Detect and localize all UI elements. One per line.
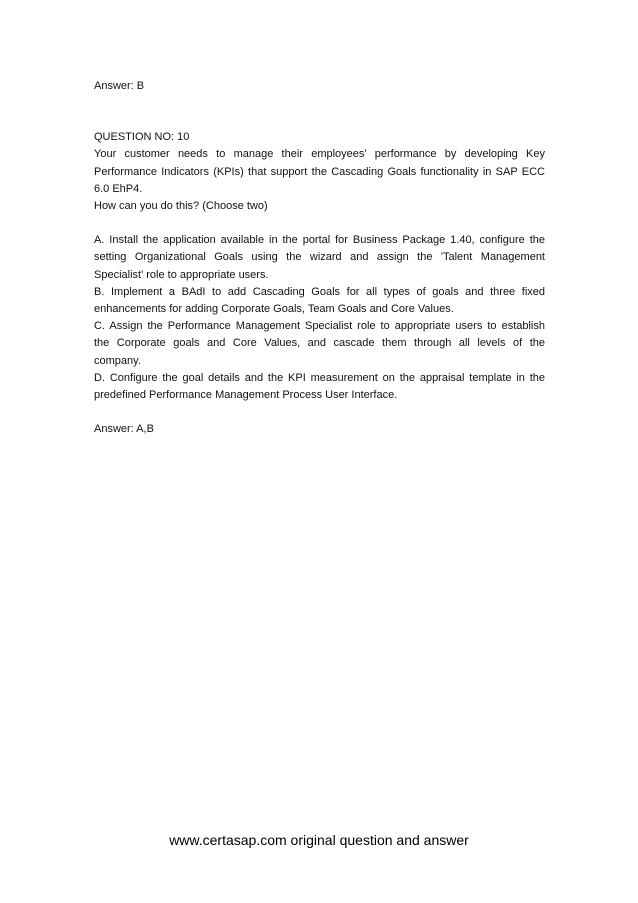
previous-answer: Answer: B — [94, 80, 145, 92]
question-prompt: How can you do this? (Choose two) — [94, 200, 268, 213]
spacer — [94, 404, 545, 421]
question-text-line: Your customer needs to manage their employees' performance by developing Key — [94, 148, 545, 161]
option-c — [94, 318, 545, 370]
option-text-line: company. — [94, 354, 141, 367]
option-text-line: A. Install the application available in the portal for Business Package 1.40, configure the — [94, 234, 545, 247]
question-text-line: 6.0 EhP4. — [94, 182, 143, 195]
option-text-line: enhancements for adding Corporate Goals, Team Goals and Core Values. — [94, 303, 454, 316]
question-content — [94, 78, 545, 438]
question-number: QUESTION NO: 10 — [94, 131, 190, 144]
spacer — [94, 215, 545, 232]
option-text-line: the Corporate goals and Core Values, and cascade them through all levels of the — [94, 337, 545, 350]
question-text-line: Performance Indicators (KPIs) that support the Cascading Goals functionality in SAP ECC — [94, 165, 545, 178]
footer-text: www.certasap.com original question and answer — [169, 832, 469, 848]
option-text-line: C. Assign the Performance Management Specialist role to appropriate users to establish — [94, 320, 545, 333]
option-text-line: B. Implement a BAdI to add Cascading Goals for all types of goals and three fixed — [94, 285, 545, 298]
answer: Answer: A,B — [94, 423, 154, 436]
spacer — [94, 95, 545, 129]
option-text-line: Specialist' role to appropriate users. — [94, 268, 269, 281]
option-text-line: D. Configure the goal details and the KPI measurement on the appraisal template in the — [94, 371, 545, 384]
option-d — [94, 370, 545, 404]
option-text-line: predefined Performance Management Process User Interface. — [94, 389, 398, 402]
option-b — [94, 284, 545, 318]
option-text-line: setting Organizational Goals using the wizard and assign the 'Talent Management — [94, 251, 545, 264]
option-a — [94, 232, 545, 284]
